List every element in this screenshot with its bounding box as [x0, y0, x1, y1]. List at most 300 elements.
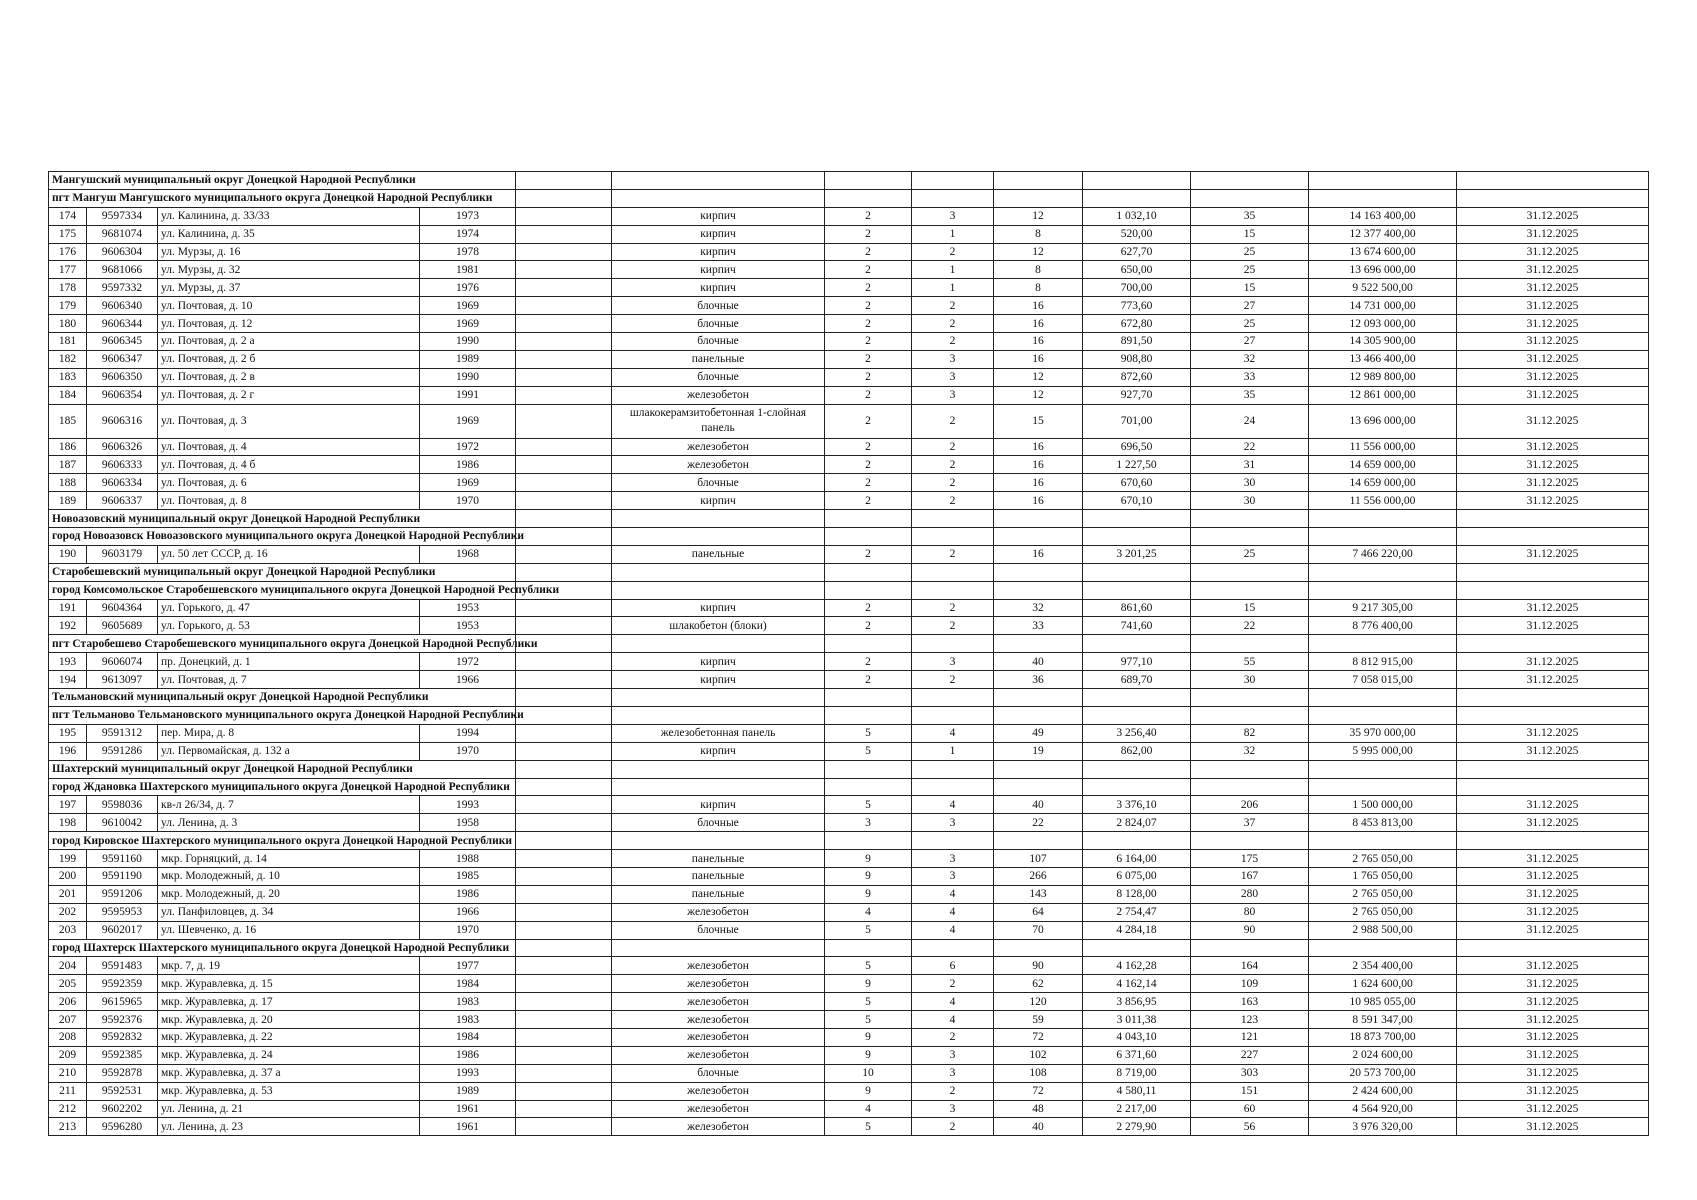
empty-cell [912, 189, 994, 207]
cell-residents: 30 [1191, 492, 1309, 510]
cell-address: ул. Почтовая, д. 12 [158, 315, 420, 333]
cell-code: 9605689 [87, 617, 158, 635]
empty-cell [1083, 689, 1191, 707]
cell-deadline: 31.12.2025 [1457, 599, 1649, 617]
empty-cell [1309, 832, 1457, 850]
section-title: пгт Тельманово Тельмановского муниципального округа Донецкой Народной Республики [49, 706, 516, 724]
cell-floors: 5 [825, 1118, 912, 1136]
cell-blank [516, 671, 612, 689]
empty-cell [1191, 706, 1309, 724]
cell-code: 9596280 [87, 1118, 158, 1136]
cell-num: 186 [49, 438, 87, 456]
cell-address: ул. Почтовая, д. 6 [158, 474, 420, 492]
cell-entrances: 4 [912, 1011, 994, 1029]
cell-blank [516, 261, 612, 279]
table-row [49, 1064, 1649, 1082]
empty-cell [1191, 581, 1309, 599]
cell-code: 9681066 [87, 261, 158, 279]
cell-cost: 2 988 500,00 [1309, 921, 1457, 939]
cell-blank [516, 386, 612, 404]
cell-residents: 25 [1191, 243, 1309, 261]
cell-residents: 60 [1191, 1100, 1309, 1118]
cell-residents: 25 [1191, 315, 1309, 333]
cell-material: железобетон [612, 1011, 825, 1029]
empty-cell [912, 939, 994, 957]
cell-code: 9597332 [87, 279, 158, 297]
cell-cost: 14 305 900,00 [1309, 333, 1457, 351]
cell-blank [516, 599, 612, 617]
cell-floors: 9 [825, 867, 912, 885]
cell-code: 9592359 [87, 975, 158, 993]
cell-deadline: 31.12.2025 [1457, 368, 1649, 386]
cell-address: мкр. Журавлевка, д. 24 [158, 1046, 420, 1064]
empty-cell [1191, 172, 1309, 190]
cell-apartments: 49 [994, 724, 1083, 742]
section-title: Тельмановский муниципальный округ Донецкой Народной Республики [49, 689, 516, 707]
cell-deadline: 31.12.2025 [1457, 724, 1649, 742]
cell-blank [516, 333, 612, 351]
cell-code: 9606345 [87, 333, 158, 351]
cell-material: железобетон [612, 438, 825, 456]
empty-cell [1309, 689, 1457, 707]
empty-cell [825, 778, 912, 796]
cell-cost: 12 861 000,00 [1309, 386, 1457, 404]
cell-floors: 10 [825, 1064, 912, 1082]
cell-num: 196 [49, 742, 87, 760]
cell-address: ул. Почтовая, д. 10 [158, 297, 420, 315]
cell-area: 2 754,47 [1083, 903, 1191, 921]
section-row [49, 706, 1649, 724]
empty-cell [1457, 635, 1649, 653]
table-row [49, 243, 1649, 261]
cell-year: 1966 [420, 671, 516, 689]
cell-area: 2 279,90 [1083, 1118, 1191, 1136]
cell-cost: 11 556 000,00 [1309, 438, 1457, 456]
empty-cell [825, 563, 912, 581]
empty-cell [912, 635, 994, 653]
cell-material: железобетон [612, 957, 825, 975]
cell-year: 1969 [420, 297, 516, 315]
empty-cell [994, 689, 1083, 707]
cell-floors: 2 [825, 350, 912, 368]
cell-deadline: 31.12.2025 [1457, 350, 1649, 368]
table-row [49, 653, 1649, 671]
cell-entrances: 2 [912, 1118, 994, 1136]
cell-area: 670,10 [1083, 492, 1191, 510]
cell-address: мкр. Журавлевка, д. 53 [158, 1082, 420, 1100]
table-row [49, 404, 1649, 438]
cell-entrances: 1 [912, 742, 994, 760]
cell-address: ул. Почтовая, д. 2 а [158, 333, 420, 351]
cell-material: железобетон [612, 975, 825, 993]
cell-material: кирпич [612, 243, 825, 261]
empty-cell [1191, 635, 1309, 653]
cell-num: 181 [49, 333, 87, 351]
cell-area: 4 043,10 [1083, 1028, 1191, 1046]
cell-material: шлакокерамзитобетонная 1-слойная панель [612, 404, 825, 438]
cell-code: 9591190 [87, 867, 158, 885]
cell-material: кирпич [612, 742, 825, 760]
cell-address: ул. Почтовая, д. 2 в [158, 368, 420, 386]
table-row [49, 333, 1649, 351]
cell-material: кирпич [612, 599, 825, 617]
cell-residents: 15 [1191, 279, 1309, 297]
cell-blank [516, 1100, 612, 1118]
cell-address: ул. Почтовая, д. 4 б [158, 456, 420, 474]
cell-apartments: 102 [994, 1046, 1083, 1064]
empty-cell [516, 939, 612, 957]
cell-num: 195 [49, 724, 87, 742]
cell-floors: 5 [825, 993, 912, 1011]
cell-entrances: 3 [912, 1100, 994, 1118]
cell-year: 1966 [420, 903, 516, 921]
empty-cell [516, 528, 612, 546]
section-title: город Новоазовск Новоазовского муниципального округа Донецкой Народной Республики [49, 528, 516, 546]
cell-residents: 56 [1191, 1118, 1309, 1136]
cell-code: 9592385 [87, 1046, 158, 1064]
cell-year: 1961 [420, 1118, 516, 1136]
section-title: пгт Старобешево Старобешевского муниципального округа Донецкой Народной Республики [49, 635, 516, 653]
empty-cell [994, 189, 1083, 207]
cell-blank [516, 297, 612, 315]
cell-blank [516, 653, 612, 671]
cell-num: 203 [49, 921, 87, 939]
cell-floors: 2 [825, 368, 912, 386]
table-row [49, 474, 1649, 492]
cell-area: 927,70 [1083, 386, 1191, 404]
table-row [49, 993, 1649, 1011]
cell-year: 1958 [420, 814, 516, 832]
section-row [49, 172, 1649, 190]
cell-floors: 3 [825, 814, 912, 832]
cell-deadline: 31.12.2025 [1457, 333, 1649, 351]
cell-entrances: 3 [912, 386, 994, 404]
cell-cost: 9 522 500,00 [1309, 279, 1457, 297]
cell-residents: 109 [1191, 975, 1309, 993]
cell-cost: 5 995 000,00 [1309, 742, 1457, 760]
cell-deadline: 31.12.2025 [1457, 1028, 1649, 1046]
section-title: пгт Мангуш Мангушского муниципального округа Донецкой Народной Республики [49, 189, 516, 207]
cell-code: 9598036 [87, 796, 158, 814]
cell-residents: 303 [1191, 1064, 1309, 1082]
cell-num: 204 [49, 957, 87, 975]
empty-cell [1457, 689, 1649, 707]
cell-address: ул. Первомайская, д. 132 а [158, 742, 420, 760]
cell-address: ул. Ленина, д. 3 [158, 814, 420, 832]
empty-cell [1083, 778, 1191, 796]
empty-cell [516, 760, 612, 778]
table-row [49, 438, 1649, 456]
cell-blank [516, 1028, 612, 1046]
cell-residents: 206 [1191, 796, 1309, 814]
cell-code: 9591483 [87, 957, 158, 975]
section-row [49, 581, 1649, 599]
cell-apartments: 8 [994, 261, 1083, 279]
cell-cost: 35 970 000,00 [1309, 724, 1457, 742]
empty-cell [1309, 510, 1457, 528]
section-title: город Шахтерск Шахтерского муниципального округа Донецкой Народной Республики [49, 939, 516, 957]
cell-apartments: 16 [994, 350, 1083, 368]
cell-apartments: 40 [994, 1118, 1083, 1136]
cell-deadline: 31.12.2025 [1457, 492, 1649, 510]
cell-residents: 30 [1191, 474, 1309, 492]
cell-residents: 163 [1191, 993, 1309, 1011]
empty-cell [1309, 778, 1457, 796]
cell-blank [516, 315, 612, 333]
empty-cell [825, 528, 912, 546]
cell-residents: 25 [1191, 261, 1309, 279]
empty-cell [1083, 635, 1191, 653]
empty-cell [1191, 939, 1309, 957]
cell-apartments: 64 [994, 903, 1083, 921]
cell-blank [516, 814, 612, 832]
cell-floors: 2 [825, 599, 912, 617]
cell-entrances: 2 [912, 671, 994, 689]
cell-year: 1994 [420, 724, 516, 742]
empty-cell [612, 635, 825, 653]
empty-cell [1083, 172, 1191, 190]
cell-entrances: 2 [912, 545, 994, 563]
cell-entrances: 2 [912, 617, 994, 635]
empty-cell [825, 581, 912, 599]
cell-area: 3 256,40 [1083, 724, 1191, 742]
cell-deadline: 31.12.2025 [1457, 921, 1649, 939]
cell-floors: 2 [825, 333, 912, 351]
cell-entrances: 3 [912, 368, 994, 386]
cell-area: 520,00 [1083, 225, 1191, 243]
cell-material: железобетон [612, 386, 825, 404]
cell-material: кирпич [612, 492, 825, 510]
empty-cell [1083, 581, 1191, 599]
cell-blank [516, 742, 612, 760]
table-row [49, 1118, 1649, 1136]
empty-cell [825, 939, 912, 957]
cell-area: 773,60 [1083, 297, 1191, 315]
cell-material: шлакобетон (блоки) [612, 617, 825, 635]
cell-num: 207 [49, 1011, 87, 1029]
cell-num: 176 [49, 243, 87, 261]
cell-num: 185 [49, 404, 87, 438]
cell-entrances: 2 [912, 243, 994, 261]
cell-deadline: 31.12.2025 [1457, 671, 1649, 689]
cell-blank [516, 921, 612, 939]
section-row [49, 635, 1649, 653]
section-row [49, 939, 1649, 957]
cell-deadline: 31.12.2025 [1457, 1046, 1649, 1064]
table-row [49, 1100, 1649, 1118]
cell-material: железобетон [612, 1082, 825, 1100]
empty-cell [1309, 635, 1457, 653]
cell-num: 194 [49, 671, 87, 689]
empty-cell [1309, 563, 1457, 581]
cell-year: 1972 [420, 438, 516, 456]
cell-address: ул. Панфиловцев, д. 34 [158, 903, 420, 921]
cell-blank [516, 225, 612, 243]
cell-cost: 2 024 600,00 [1309, 1046, 1457, 1064]
empty-cell [1309, 939, 1457, 957]
empty-cell [516, 510, 612, 528]
table-row [49, 456, 1649, 474]
empty-cell [1309, 528, 1457, 546]
cell-floors: 9 [825, 1082, 912, 1100]
empty-cell [825, 172, 912, 190]
table-row [49, 671, 1649, 689]
cell-blank [516, 404, 612, 438]
cell-cost: 14 659 000,00 [1309, 474, 1457, 492]
cell-floors: 2 [825, 297, 912, 315]
cell-material: блочные [612, 333, 825, 351]
cell-floors: 2 [825, 279, 912, 297]
cell-deadline: 31.12.2025 [1457, 279, 1649, 297]
cell-num: 184 [49, 386, 87, 404]
cell-deadline: 31.12.2025 [1457, 975, 1649, 993]
empty-cell [1309, 760, 1457, 778]
cell-code: 9602017 [87, 921, 158, 939]
cell-blank [516, 724, 612, 742]
cell-year: 1969 [420, 404, 516, 438]
cell-deadline: 31.12.2025 [1457, 903, 1649, 921]
cell-area: 741,60 [1083, 617, 1191, 635]
cell-num: 177 [49, 261, 87, 279]
cell-material: кирпич [612, 796, 825, 814]
cell-residents: 15 [1191, 225, 1309, 243]
cell-material: железобетон [612, 1100, 825, 1118]
cell-deadline: 31.12.2025 [1457, 438, 1649, 456]
cell-num: 190 [49, 545, 87, 563]
cell-area: 861,60 [1083, 599, 1191, 617]
cell-apartments: 107 [994, 850, 1083, 868]
cell-num: 179 [49, 297, 87, 315]
cell-entrances: 4 [912, 796, 994, 814]
empty-cell [516, 189, 612, 207]
cell-entrances: 3 [912, 1046, 994, 1064]
empty-cell [1083, 563, 1191, 581]
cell-address: мкр. Журавлевка, д. 15 [158, 975, 420, 993]
empty-cell [1083, 939, 1191, 957]
table-row [49, 850, 1649, 868]
cell-year: 1970 [420, 921, 516, 939]
cell-material: железобетон [612, 1028, 825, 1046]
cell-cost: 13 466 400,00 [1309, 350, 1457, 368]
cell-blank [516, 1046, 612, 1064]
table-row [49, 814, 1649, 832]
empty-cell [612, 510, 825, 528]
table-row [49, 225, 1649, 243]
cell-cost: 4 564 920,00 [1309, 1100, 1457, 1118]
cell-material: железобетон [612, 903, 825, 921]
cell-address: мкр. Журавлевка, д. 37 а [158, 1064, 420, 1082]
empty-cell [825, 635, 912, 653]
cell-apartments: 16 [994, 492, 1083, 510]
empty-cell [1083, 189, 1191, 207]
cell-residents: 35 [1191, 207, 1309, 225]
cell-material: железобетон [612, 1046, 825, 1064]
empty-cell [612, 581, 825, 599]
cell-num: 192 [49, 617, 87, 635]
document-sheet [48, 171, 1648, 1136]
table-row [49, 1028, 1649, 1046]
cell-year: 1986 [420, 1046, 516, 1064]
cell-apartments: 70 [994, 921, 1083, 939]
cell-cost: 14 731 000,00 [1309, 297, 1457, 315]
cell-cost: 8 776 400,00 [1309, 617, 1457, 635]
empty-cell [1309, 189, 1457, 207]
cell-floors: 9 [825, 850, 912, 868]
cell-apartments: 12 [994, 207, 1083, 225]
empty-cell [1457, 778, 1649, 796]
table-row [49, 368, 1649, 386]
cell-num: 208 [49, 1028, 87, 1046]
cell-floors: 2 [825, 617, 912, 635]
cell-material: кирпич [612, 671, 825, 689]
cell-code: 9592832 [87, 1028, 158, 1046]
cell-address: мкр. 7, д. 19 [158, 957, 420, 975]
cell-entrances: 2 [912, 474, 994, 492]
cell-deadline: 31.12.2025 [1457, 474, 1649, 492]
cell-entrances: 3 [912, 350, 994, 368]
table-row [49, 261, 1649, 279]
empty-cell [994, 778, 1083, 796]
cell-blank [516, 279, 612, 297]
cell-area: 672,80 [1083, 315, 1191, 333]
cell-num: 213 [49, 1118, 87, 1136]
cell-address: мкр. Горняцкий, д. 14 [158, 850, 420, 868]
section-title: Новоазовский муниципальный округ Донецкой Народной Республики [49, 510, 516, 528]
table-row [49, 742, 1649, 760]
cell-num: 206 [49, 993, 87, 1011]
empty-cell [1191, 510, 1309, 528]
cell-num: 201 [49, 885, 87, 903]
section-title: город Кировское Шахтерского муниципального округа Донецкой Народной Республики [49, 832, 516, 850]
cell-floors: 5 [825, 742, 912, 760]
cell-floors: 2 [825, 243, 912, 261]
cell-floors: 2 [825, 315, 912, 333]
cell-num: 212 [49, 1100, 87, 1118]
cell-address: мкр. Молодежный, д. 20 [158, 885, 420, 903]
cell-material: панельные [612, 350, 825, 368]
cell-blank [516, 492, 612, 510]
cell-blank [516, 1082, 612, 1100]
cell-apartments: 12 [994, 243, 1083, 261]
empty-cell [912, 706, 994, 724]
empty-cell [994, 563, 1083, 581]
table-row [49, 921, 1649, 939]
cell-floors: 2 [825, 671, 912, 689]
empty-cell [825, 510, 912, 528]
section-row [49, 563, 1649, 581]
empty-cell [1191, 528, 1309, 546]
table-row [49, 957, 1649, 975]
cell-blank [516, 957, 612, 975]
cell-num: 191 [49, 599, 87, 617]
cell-floors: 2 [825, 386, 912, 404]
cell-residents: 175 [1191, 850, 1309, 868]
cell-entrances: 1 [912, 261, 994, 279]
section-title: Мангушский муниципальный округ Донецкой Народной Республики [49, 172, 516, 190]
cell-residents: 27 [1191, 333, 1309, 351]
cell-area: 8 719,00 [1083, 1064, 1191, 1082]
cell-apartments: 16 [994, 333, 1083, 351]
cell-year: 1989 [420, 350, 516, 368]
cell-code: 9681074 [87, 225, 158, 243]
cell-address: кв-л 26/34, д. 7 [158, 796, 420, 814]
cell-floors: 9 [825, 975, 912, 993]
empty-cell [1083, 510, 1191, 528]
empty-cell [1457, 939, 1649, 957]
cell-apartments: 16 [994, 315, 1083, 333]
cell-apartments: 16 [994, 474, 1083, 492]
cell-residents: 25 [1191, 545, 1309, 563]
